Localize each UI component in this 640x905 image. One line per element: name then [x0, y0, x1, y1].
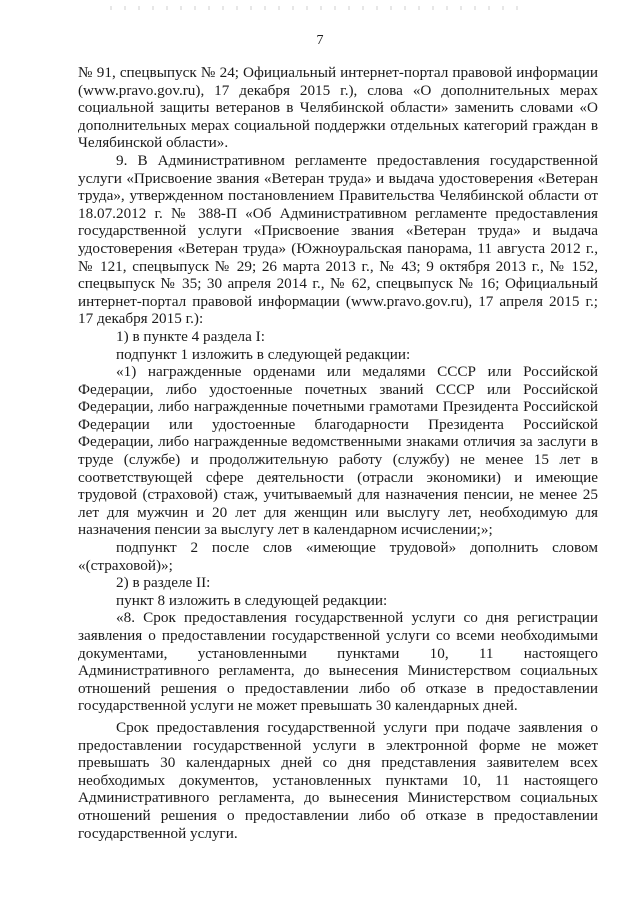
paragraph: «8. Срок предоставления государственной услуги со дня регистрации заявления о предоставлении государственной услуги со всеми необходимыми документами, установленными пунктами 10, 11 настоящего Административного регламента, до вынесения Министерством социальных отношений решения о предоставлении либо об отказе в предоставлении государственной услуги не может превышать 30 календарных дней. — [78, 609, 598, 715]
paragraph: «1) награжденные орденами или медалями СССР или Российской Федерации, либо удостоенные почетных званий СССР или Российской Федерации, либо награжденные почетными грамотами Президента Российской Федерации или удостоенные благодарности Президента Российской Федерации, либо награжденные ведомственными знаками отличия за заслуги в труде (службе) и продолжительную работу (службу) не менее 15 лет в соответствующей сфере деятельности (отрасли экономики) и имеющие трудовой (страховой) стаж, учитываемый для назначения пенсии, не менее 25 лет для мужчин и 20 лет для женщин или выслугу лет, необходимую для назначения пенсии за выслугу лет в календарном исчислении;»; — [78, 363, 598, 539]
paragraph: № 91, спецвыпуск № 24; Официальный интернет-портал правовой информации (www.pravo.gov.ru), 17 декабря 2015 г.), слова «О дополнительных мерах социальной защиты ветеранов в Челябинской области» заменить словами «О дополнительных мерах социальной поддержки отдельных категорий граждан в Челябинской области». — [78, 64, 598, 152]
paragraph: 2) в разделе II: — [116, 574, 211, 592]
paragraph: пункт 8 изложить в следующей редакции: — [116, 591, 388, 609]
paragraph: подпункт 1 изложить в следующей редакции: — [116, 345, 411, 363]
paragraph: подпункт 2 после слов «имеющие трудовой» дополнить словом «(страховой)»; — [78, 539, 598, 574]
scan-artifact — [110, 6, 530, 10]
document-body — [78, 64, 598, 842]
paragraph: 9. В Административном регламенте предоставления государственной услуги «Присвоение звания «Ветеран труда» и выдача удостоверения «Ветеран труда», утвержденном постановлением Правительства Челябинской области от 18.07.2012 г. № 388-П «Об Административном регламенте предоставления государственной услуги «Присвоение звания «Ветеран труда» и выдача удостоверения «Ветеран труда» (Южноуральская панорама, 11 августа 2012 г., № 121, спецвыпуск № 29; 26 марта 2013 г., № 43; 9 октября 2013 г., № 152, спецвыпуск № 35; 30 апреля 2014 г., № 62, спецвыпуск № 16; Официальный интернет-портал правовой информации (www.pravo.gov.ru), 17 апреля 2015 г.; 17 декабря 2015 г.): — [78, 151, 598, 328]
paragraph: Срок предоставления государственной услуги при подаче заявления о предоставлении государственной услуги в электронной форме не может превышать 30 календарных дней со дня представления заявителем всех необходимых документов, установленных пунктами 10, 11 настоящего Административного регламента, до вынесения Министерством социальных отношений решения о предоставлении либо об отказе в предоставлении государственной услуги. — [78, 718, 598, 842]
page-number: 7 — [316, 33, 324, 48]
paragraph: 1) в пункте 4 раздела I: — [116, 327, 265, 345]
